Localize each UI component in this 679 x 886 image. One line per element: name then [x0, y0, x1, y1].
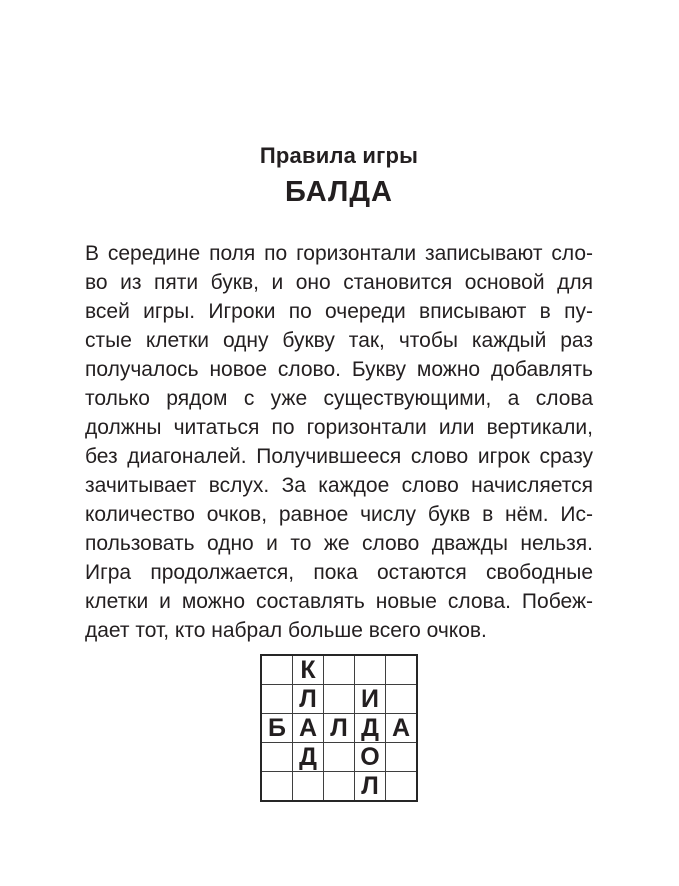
grid-cell: [324, 743, 355, 772]
grid-cell: [355, 655, 386, 685]
rules-text-line: Игра продолжается, пока остаются свободные: [85, 561, 593, 584]
page-content: [0, 143, 679, 802]
rules-text-line: количество очков, равное числу букв в нём. Ис-: [85, 503, 593, 526]
rules-text-line: должны читаться по горизонтали или вертикали,: [85, 416, 593, 439]
grid-cell: Л: [355, 772, 386, 802]
rules-text-line: дает тот, кто набрал больше всего очков.: [85, 619, 487, 642]
grid-cell: [261, 743, 293, 772]
rules-text-line: во из пяти букв, и оно становится основой для: [85, 271, 593, 294]
rules-text-line: получалось новое слово. Букву можно добавлять: [85, 358, 593, 381]
grid-cell: Л: [293, 685, 324, 714]
rules-text-line: клетки и можно составлять новые слова. Побеж-: [85, 590, 593, 613]
grid-cell: Д: [355, 714, 386, 743]
grid-cell: [261, 685, 293, 714]
rules-text: [85, 239, 593, 645]
grid-cell: [386, 743, 418, 772]
rules-text-line: В середине поля по горизонтали записывают сло-: [85, 242, 593, 265]
rules-text-line: всей игры. Игроки по очереди вписывают в пу-: [85, 300, 593, 323]
rules-text-line: зачитывает вслух. За каждое слово начисляется: [85, 474, 593, 497]
grid-cell: [261, 655, 293, 685]
grid-cell: Д: [293, 743, 324, 772]
balda-grid: [260, 654, 418, 802]
rules-text-line: стые клетки одну букву так, чтобы каждый раз: [85, 329, 593, 352]
grid-row: [261, 655, 417, 685]
grid-cell: [293, 772, 324, 802]
grid-cell: [386, 772, 418, 802]
grid-row: [261, 743, 417, 772]
rules-text-line: пользовать одно и то же слово дважды нельзя.: [85, 532, 593, 555]
grid-cell: О: [355, 743, 386, 772]
grid-cell: И: [355, 685, 386, 714]
grid-row: [261, 772, 417, 802]
grid-cell: [386, 655, 418, 685]
grid-cell: А: [293, 714, 324, 743]
grid-cell: А: [386, 714, 418, 743]
game-title: БАЛДА: [285, 176, 393, 208]
grid-cell: [261, 772, 293, 802]
grid-cell: Л: [324, 714, 355, 743]
grid-row: [261, 714, 417, 743]
rules-text-line: без диагоналей. Получившееся слово игрок сразу: [85, 445, 593, 468]
grid-cell: [324, 655, 355, 685]
grid-cell: [386, 685, 418, 714]
grid-cell: Б: [261, 714, 293, 743]
rules-heading: Правила игры: [259, 143, 419, 168]
grid-cell: [324, 685, 355, 714]
grid-row: [261, 685, 417, 714]
balda-grid-container: [85, 654, 593, 802]
rules-text-line: только рядом с уже существующими, а слова: [85, 387, 593, 410]
grid-cell: [324, 772, 355, 802]
grid-cell: К: [293, 655, 324, 685]
